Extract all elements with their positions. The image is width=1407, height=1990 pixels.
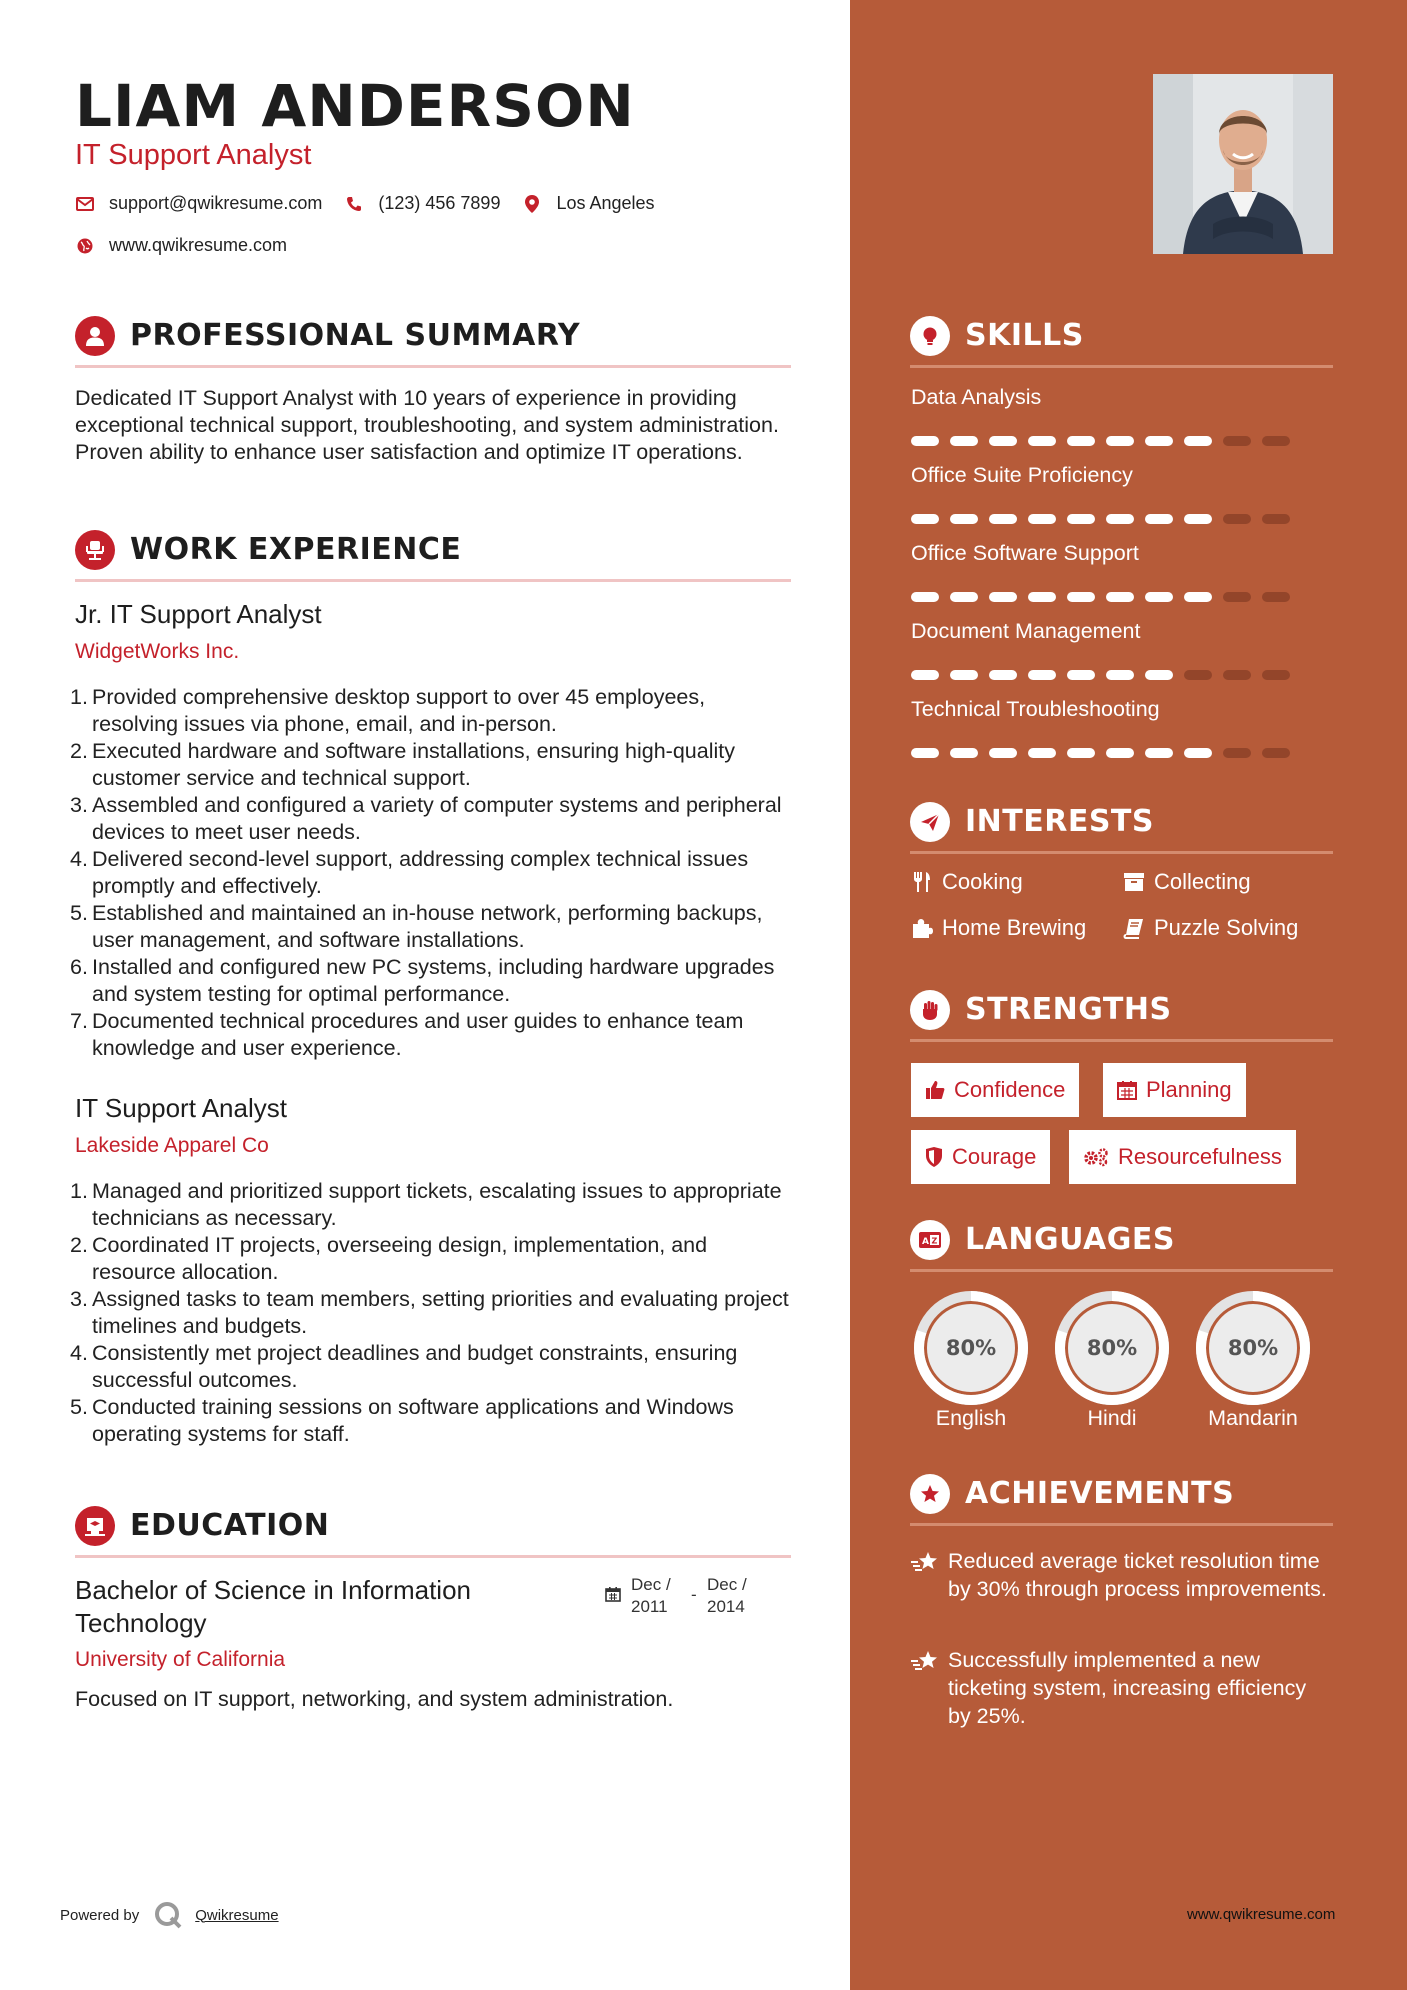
skill-dash xyxy=(1145,592,1173,602)
experience-heading-text: WORK EXPERIENCE xyxy=(130,532,462,567)
skill-dash xyxy=(1223,748,1251,758)
education-heading xyxy=(75,1508,791,1558)
list-item: 1. Managed and prioritized support tickets, escalating issues to appropriate technicians as necessary. xyxy=(70,1179,782,1230)
skill-rating xyxy=(911,436,1301,446)
language-percent: 80% xyxy=(1086,1336,1138,1360)
skill-dash xyxy=(950,670,978,680)
list-item: 2. Executed hardware and software installations, ensuring high-quality customer service and technical support. xyxy=(70,739,735,790)
candidate-title: IT Support Analyst xyxy=(75,139,312,171)
skill-dash xyxy=(950,436,978,446)
skills-heading xyxy=(910,318,1333,368)
list-item: 3. Assigned tasks to team members, setting priorities and evaluating project timelines and budgets. xyxy=(70,1287,789,1338)
skill-dash xyxy=(1262,514,1290,524)
svg-text:A: A xyxy=(922,1236,929,1247)
interest-item: Home Brewing xyxy=(910,915,1086,941)
skill-dash xyxy=(1028,670,1056,680)
education-end: Dec / 2014 xyxy=(707,1575,747,1616)
strength-chip: Confidence xyxy=(911,1063,1079,1117)
chair-icon xyxy=(75,530,115,570)
skill-dash xyxy=(1184,436,1212,446)
skill-dash xyxy=(1223,670,1251,680)
skill-dash xyxy=(1184,748,1212,758)
achievements-heading-text: ACHIEVEMENTS xyxy=(965,1476,1235,1511)
experience-heading xyxy=(75,532,791,582)
skill-dash xyxy=(989,748,1017,758)
interests-heading xyxy=(910,804,1333,854)
brand-link[interactable]: Qwikresume xyxy=(195,1906,279,1924)
gears-icon xyxy=(1083,1147,1109,1167)
skill-dash xyxy=(1028,436,1056,446)
skill-dash xyxy=(989,592,1017,602)
skill-dash xyxy=(1145,748,1173,758)
education-start: Dec / 2011 xyxy=(631,1575,671,1616)
skill-dash xyxy=(1067,592,1095,602)
skills-heading-text: SKILLS xyxy=(965,318,1084,353)
skill-dash xyxy=(1067,436,1095,446)
skill-dash xyxy=(911,436,939,446)
skill-dash xyxy=(1145,436,1173,446)
language-percent: 80% xyxy=(945,1336,997,1360)
school-name: University of California xyxy=(75,1648,286,1671)
skill-dash xyxy=(1223,592,1251,602)
skill-dash xyxy=(1106,514,1134,524)
strength-chip: Planning xyxy=(1103,1063,1246,1117)
company-name: Lakeside Apparel Co xyxy=(75,1134,269,1157)
skill-dash xyxy=(989,514,1017,524)
strength-chip: Resourcefulness xyxy=(1069,1130,1296,1184)
svg-text:Z: Z xyxy=(931,1236,938,1245)
skill-rating xyxy=(911,592,1301,602)
phone-text[interactable]: (123) 456 7899 xyxy=(378,193,501,213)
list-item: 4. Delivered second-level support, addressing complex technical issues promptly and effectively. xyxy=(70,847,749,898)
skill-dash xyxy=(1067,748,1095,758)
skill-dash xyxy=(1223,436,1251,446)
language-name: Hindi xyxy=(1087,1406,1137,1430)
qwikresume-logo-icon xyxy=(153,1900,183,1930)
strengths-heading-text: STRENGTHS xyxy=(965,992,1172,1027)
degree-title: Bachelor of Science in Information Technology xyxy=(75,1575,471,1638)
email-icon xyxy=(75,194,95,214)
puzzle-icon xyxy=(910,916,934,940)
skill-dash xyxy=(1145,514,1173,524)
skill-name: Office Suite Proficiency xyxy=(911,463,1133,487)
skill-dash xyxy=(950,748,978,758)
interests-heading-text: INTERESTS xyxy=(965,804,1154,839)
skill-dash xyxy=(1028,514,1056,524)
skill-dash xyxy=(1184,592,1212,602)
book-icon xyxy=(1122,916,1146,940)
contact-row-1 xyxy=(75,193,677,214)
language-ring xyxy=(1051,1288,1173,1413)
language-name: English xyxy=(935,1406,1007,1430)
list-item: 7. Documented technical procedures and user guides to enhance team knowledge and user experience. xyxy=(70,1009,744,1060)
website-link[interactable]: www.qwikresume.com xyxy=(109,235,288,255)
profile-photo xyxy=(1153,74,1333,254)
language-ring xyxy=(910,1288,1032,1413)
shooting-star-icon xyxy=(910,1646,948,1730)
languages-heading xyxy=(910,1222,1333,1272)
list-item: 5. Conducted training sessions on software applications and Windows operating systems for staff. xyxy=(70,1395,734,1446)
skill-dash xyxy=(1262,748,1290,758)
achievements-heading xyxy=(910,1476,1333,1526)
list-item: 1. Provided comprehensive desktop support to over 45 employees, resolving issues via phone, email, and in-person. xyxy=(70,685,706,736)
interest-item: Collecting xyxy=(1122,869,1251,895)
achievement-item: Successfully implemented a new ticketing system, increasing efficiency by 25%. xyxy=(910,1646,1330,1730)
skill-dash xyxy=(1106,748,1134,758)
skill-dash xyxy=(911,670,939,680)
list-item: 3. Assembled and configured a variety of computer systems and peripheral devices to meet user needs. xyxy=(70,793,782,844)
interest-item: Cooking xyxy=(910,869,1023,895)
calendar-icon xyxy=(605,1586,621,1618)
skill-dash xyxy=(911,748,939,758)
skill-dash xyxy=(1262,592,1290,602)
location-text: Los Angeles xyxy=(556,193,655,213)
list-item: 2. Coordinated IT projects, overseeing design, implementation, and resource allocation. xyxy=(70,1233,708,1284)
language-name: Mandarin xyxy=(1208,1406,1298,1430)
job-bullets xyxy=(70,1178,795,1448)
skill-dash xyxy=(950,592,978,602)
utensils-icon xyxy=(910,870,934,894)
job-title: IT Support Analyst xyxy=(75,1093,287,1123)
powered-by-text: Powered by xyxy=(60,1906,140,1924)
education-heading-text: EDUCATION xyxy=(130,1508,330,1543)
skill-rating xyxy=(911,514,1301,524)
list-item: 4. Consistently met project deadlines and budget constraints, ensuring successful outcomes. xyxy=(70,1341,738,1392)
lightbulb-icon xyxy=(910,316,950,356)
paper-plane-icon xyxy=(910,802,950,842)
candidate-name: LIAM ANDERSON xyxy=(75,72,635,140)
strength-chip: Courage xyxy=(911,1130,1050,1184)
skill-dash xyxy=(911,592,939,602)
summary-heading xyxy=(75,318,791,368)
shield-icon xyxy=(925,1147,943,1167)
skill-dash xyxy=(989,670,1017,680)
fist-icon xyxy=(910,990,950,1030)
skill-name: Document Management xyxy=(911,619,1141,643)
skill-dash xyxy=(1184,670,1212,680)
skill-dash xyxy=(1184,514,1212,524)
education-description: Focused on IT support, networking, and system administration. xyxy=(75,1687,674,1711)
language-percent: 80% xyxy=(1227,1336,1279,1360)
globe-icon xyxy=(75,236,95,256)
job-title: Jr. IT Support Analyst xyxy=(75,599,322,629)
language-ring xyxy=(1192,1288,1314,1413)
company-name: WidgetWorks Inc. xyxy=(75,640,240,663)
star-badge-icon xyxy=(910,1474,950,1514)
skill-dash xyxy=(989,436,1017,446)
skill-dash xyxy=(1262,670,1290,680)
contact-row-2 xyxy=(75,235,309,256)
phone-icon xyxy=(344,194,364,214)
language-icon xyxy=(910,1220,950,1260)
skill-dash xyxy=(1223,514,1251,524)
skill-rating xyxy=(911,670,1301,680)
skill-dash xyxy=(1145,670,1173,680)
location-pin-icon xyxy=(522,194,542,214)
skill-name: Data Analysis xyxy=(911,385,1042,409)
email-text[interactable]: support@qwikresume.com xyxy=(109,193,323,213)
list-item: 5. Established and maintained an in-house network, performing backups, user management, and software installations. xyxy=(70,901,763,952)
skill-dash xyxy=(950,514,978,524)
shooting-star-icon xyxy=(910,1547,948,1603)
job-bullets xyxy=(70,684,795,1062)
languages-heading-text: LANGUAGES xyxy=(965,1222,1175,1257)
summary-heading-text: PROFESSIONAL SUMMARY xyxy=(130,318,581,353)
skill-name: Office Software Support xyxy=(911,541,1139,565)
summary-text: Dedicated IT Support Analyst with 10 years of experience in providing exceptional technical support, troubleshooting, and system administration. Proven ability to enhance user satisfaction and optimize IT operations. xyxy=(75,386,779,464)
skill-dash xyxy=(911,514,939,524)
skill-rating xyxy=(911,748,1301,758)
skill-dash xyxy=(1106,436,1134,446)
footer-website[interactable]: www.qwikresume.com xyxy=(1187,1906,1336,1923)
user-icon xyxy=(75,316,115,356)
thumbs-up-icon xyxy=(925,1080,945,1100)
skill-dash xyxy=(1106,592,1134,602)
skill-dash xyxy=(1028,748,1056,758)
skill-dash xyxy=(1028,592,1056,602)
graduation-icon xyxy=(75,1506,115,1546)
list-item: 6. Installed and configured new PC systems, including hardware upgrades and system testing for optimal performance. xyxy=(70,955,775,1006)
strengths-heading xyxy=(910,992,1333,1042)
skill-dash xyxy=(1067,670,1095,680)
calendar-icon xyxy=(1117,1080,1137,1100)
skill-dash xyxy=(1262,436,1290,446)
archive-icon xyxy=(1122,870,1146,894)
skill-dash xyxy=(1067,514,1095,524)
skill-name: Technical Troubleshooting xyxy=(911,697,1160,721)
footer-powered-by xyxy=(60,1900,279,1930)
interest-item: Puzzle Solving xyxy=(1122,915,1298,941)
achievement-item: Reduced average ticket resolution time by 30% through process improvements. xyxy=(910,1547,1330,1603)
skill-dash xyxy=(1106,670,1134,680)
education-dates: Dec / 2011 - Dec / 2014 xyxy=(605,1574,767,1618)
